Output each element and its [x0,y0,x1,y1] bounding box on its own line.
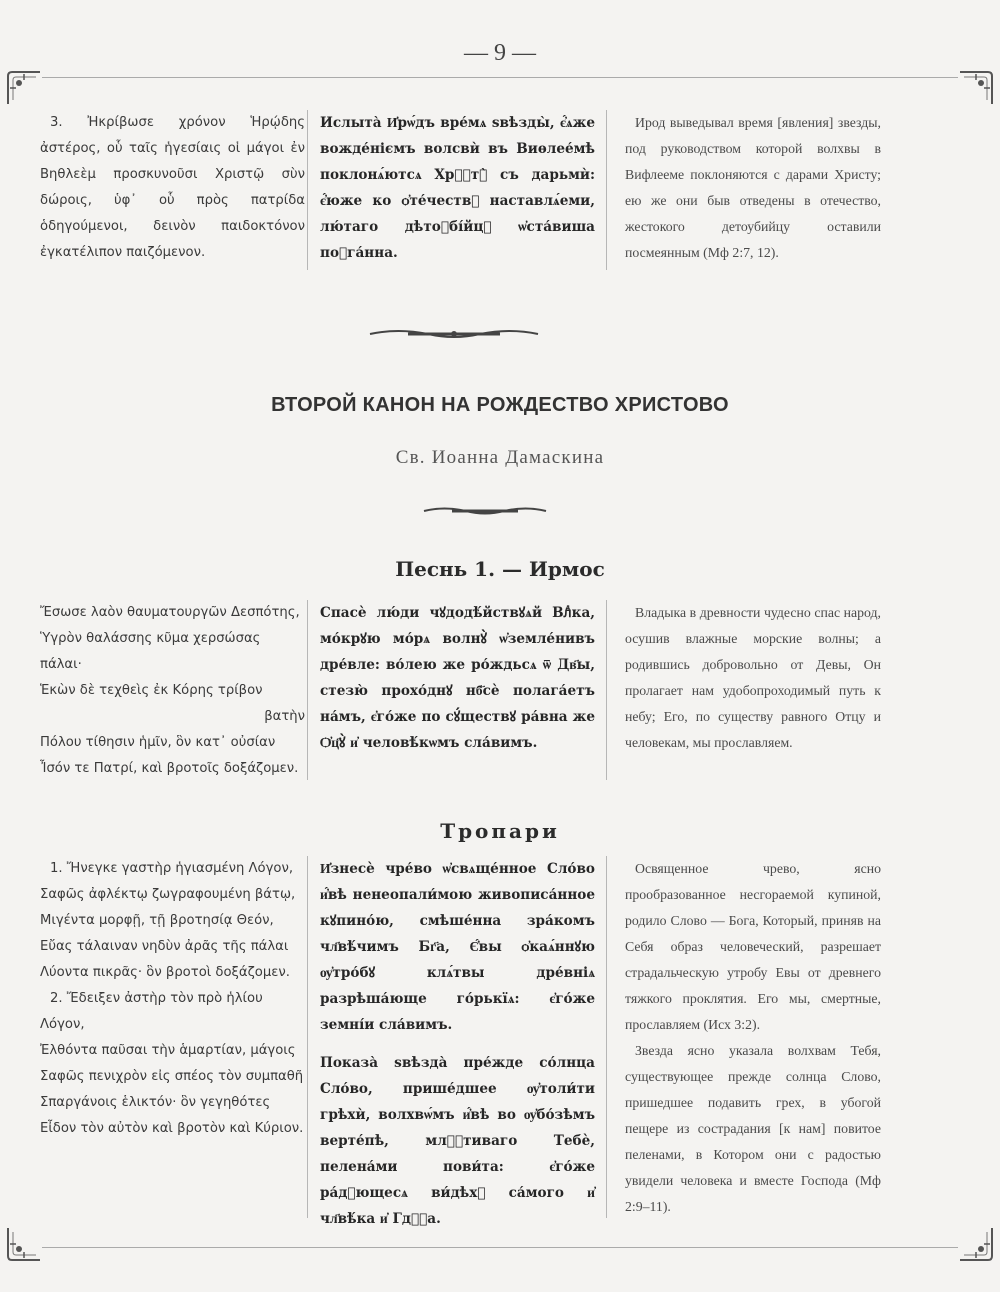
column-divider [606,110,607,270]
russian-column [625,856,881,1220]
greek-verse-line: Εἶδον τὸν αὐτὸν καὶ βροτὸν καὶ Κύριον. [40,1121,304,1136]
greek-verse-line: βατὴν [264,709,305,724]
corner-ornament-top-right [958,70,994,106]
irmos-heading: Песнь 1. — Ирмос [395,557,605,581]
column-divider [606,856,607,1218]
russian-troparion-2: Звезда ясно указала волхвам Тебя, существующее прежде солнца Слово, пришедшее подавить грех, в убогой пещере из сострадания [к нам] повитое пеленами, в Котором они с радостью увидели человека и вместе Господа (Мф 2:9–11). [625,1043,881,1214]
slavonic-column [320,600,595,756]
greek-verse-line: Ἑκὼν δὲ τεχθεὶς ἐκ Κόρης τρίβον [40,683,263,698]
slavonic-column [320,110,595,266]
corner-ornament-bottom-right [958,1226,994,1262]
ornamental-divider [422,505,548,517]
corner-ornament-top-left [6,70,42,106]
bottom-rule [42,1247,958,1248]
column-divider [307,856,308,1218]
greek-verse-line: Πόλου τίθησιν ἡμῖν, ὃν κατ᾽ οὐσίαν [40,735,276,750]
greek-verse-line: 1. Ἤνεγκε γαστὴρ ἡγιασμένη Λόγον, [50,861,294,876]
slavonic-troparion-2: Показа̀ ѕвѣзда̀ пре́жде со́лнца Сло́во, прише́дшее ѹ҆толи́ти грѣхѝ, волхвѡ́мъ и҆́вѣ во ѹ҆бо́зѣмъ верте́пѣ, млⷭ҇тиваго Тебѐ, пелена́ми пови́та: є҆го́же ра́дꙋющесѧ ви́дѣхꙋ са́мого и҆ чл҃вѣ́ка и҆ Гдⷭ҇а. [320,1055,595,1227]
greek-verse-line: Ὑγρὸν θαλάσσης κῦμα χερσώσας πάλαι· [40,631,261,672]
slavonic-irmos: Спасѐ лю́ди чꙋдодѣ́йствꙋѧй Влⷣка, мо́крꙋю мо́рѧ волнꙋ̀ ѡ҆земле́нивъ дре́вле: во́лею же ро́ждьсѧ ѿ Дв҃ы, стезю̀ прохо́днꙋ нб҃сѐ полага́етъ на́мъ, є҆го́же по сꙋ́ществꙋ ра́вна же Ѻ҆ц҃ꙋ̀ и҆ человѣ́кѡмъ сла́вимъ. [320,605,595,751]
slavonic-column [320,856,595,1232]
column-divider [307,110,308,270]
russian-stanza-3: Ирод выведывал время [явления] звезды, под руководством которой волхвы в Вифлееме поклоняются с дарами Христу; ею же они быв отведены в отечество, жестокого детоубийцу оставили посмеянным (Мф 2:7, 12). [625,115,881,260]
russian-column [625,600,881,756]
greek-verse-line: Ἶσόν τε Πατρί, καὶ βροτοῖς δοξάζομεν. [40,761,299,776]
russian-column [625,110,881,266]
greek-column [40,856,305,1142]
greek-verse-line: Σαφῶς ἀφλέκτῳ ζωγραφουμένη βάτῳ, [40,887,296,902]
tropari-heading: Тропари [440,819,560,843]
column-divider [307,600,308,780]
greek-verse-line: Εὔας τάλαιναν νηδὺν ἀρᾶς τῆς πάλαι [40,939,289,954]
greek-stanza-3: 3. Ἠκρίβωσε χρόνον Ἡρῴδης ἀστέρος, οὗ ταῖς ἡγεσίαις οἱ μάγοι ἐν Βηθλεὲμ προσκυνοῦσι Χριστῷ σὺν δώροις, ὑφ᾽ οὗ πρὸς πατρίδα ὁδηγούμενοι, δεινὸν παιδοκτόνον ἐγκατέλιπον παιζόμενον. [40,115,305,260]
greek-verse-line: 2. Ἔδειξεν ἀστὴρ τὸν πρὸ ἡλίου Λόγον, [40,991,263,1032]
canon-title: ВТОРОЙ КАНОН НА РОЖДЕСТВО ХРИСТОВО [271,394,729,416]
russian-irmos: Владыка в древности чудесно спас народ, осушив влажные морские волны; а родившись добровольно от Девы, Он пролагает нам удобопроходимый путь к небу; Его, по существу равного Отцу и человекам, мы прославляем. [625,605,881,750]
top-rule [42,77,958,78]
greek-verse-line: Λύοντα πικρᾶς· ὃν βροτοὶ δοξάζομεν. [40,965,290,980]
greek-column [40,600,305,782]
greek-column [40,110,305,266]
greek-verse-line: Μιγέντα μορφῇ, τῇ βροτησίᾳ Θεόν, [40,913,274,928]
greek-verse-line: Ἔσωσε λαὸν θαυματουργῶν Δεσπότης, [40,605,300,620]
greek-verse-line: Σπαργάνοις ἑλικτόν· ὃν γεγηθότες [40,1095,271,1110]
russian-troparion-1: Освященное чрево, ясно прообразованное несгораемой купиной, родило Слово — Бога, Который, приняв на Себя образ человеческий, разрешает страдальческую утробу Евы от древнего тяжкого проклятия. Его мы, смертные, прославляем (Исх 3:2). [625,861,881,1032]
greek-verse-line: Ἐλθόντα παῦσαι τὴν ἁμαρτίαν, μάγοις [40,1043,296,1058]
ornamental-divider [368,328,540,340]
greek-verse-line: Σαφῶς πενιχρὸν εἰς σπέος τὸν συμπαθῆ [40,1069,304,1084]
slavonic-stanza-3: Ислыта̀ И҆рѡ́дъ вре́мѧ ѕвѣзды̀, є҆́ѧже вожде́ніємъ волсвѝ въ Виѳлее́мѣ поклонѧ́ютсѧ Хрⷭ҇тꙋ̀ съ дарьмѝ: є҆́юже ко ѻ҆те́чествꙋ наставлѧ́еми, лю́таго дѣтоꙋбі́йцꙋ ѡ҆ста́виша поꙋга́нна. [320,115,595,261]
slavonic-troparion-1: И҆знесѐ чре́во ѡ҆свѧще́нное Сло́во и҆́вѣ ненеопали́мою живописа́нное кꙋпино́ю, смѣше́нна зра́комъ чл҃вѣ́чимъ Бг҃а, Є҆́вы ѻ҆каѧ́ннꙋю ѹ҆тро́бꙋ клѧ́твы дре́вніѧ разрѣша́юще го́рькїѧ: є҆го́же земні́и сла́вимъ. [320,861,595,1033]
page-number: — 9 — [464,40,536,66]
column-divider [606,600,607,780]
corner-ornament-bottom-left [6,1226,42,1262]
canon-author: Св. Иоанна Дамаскина [395,447,605,468]
